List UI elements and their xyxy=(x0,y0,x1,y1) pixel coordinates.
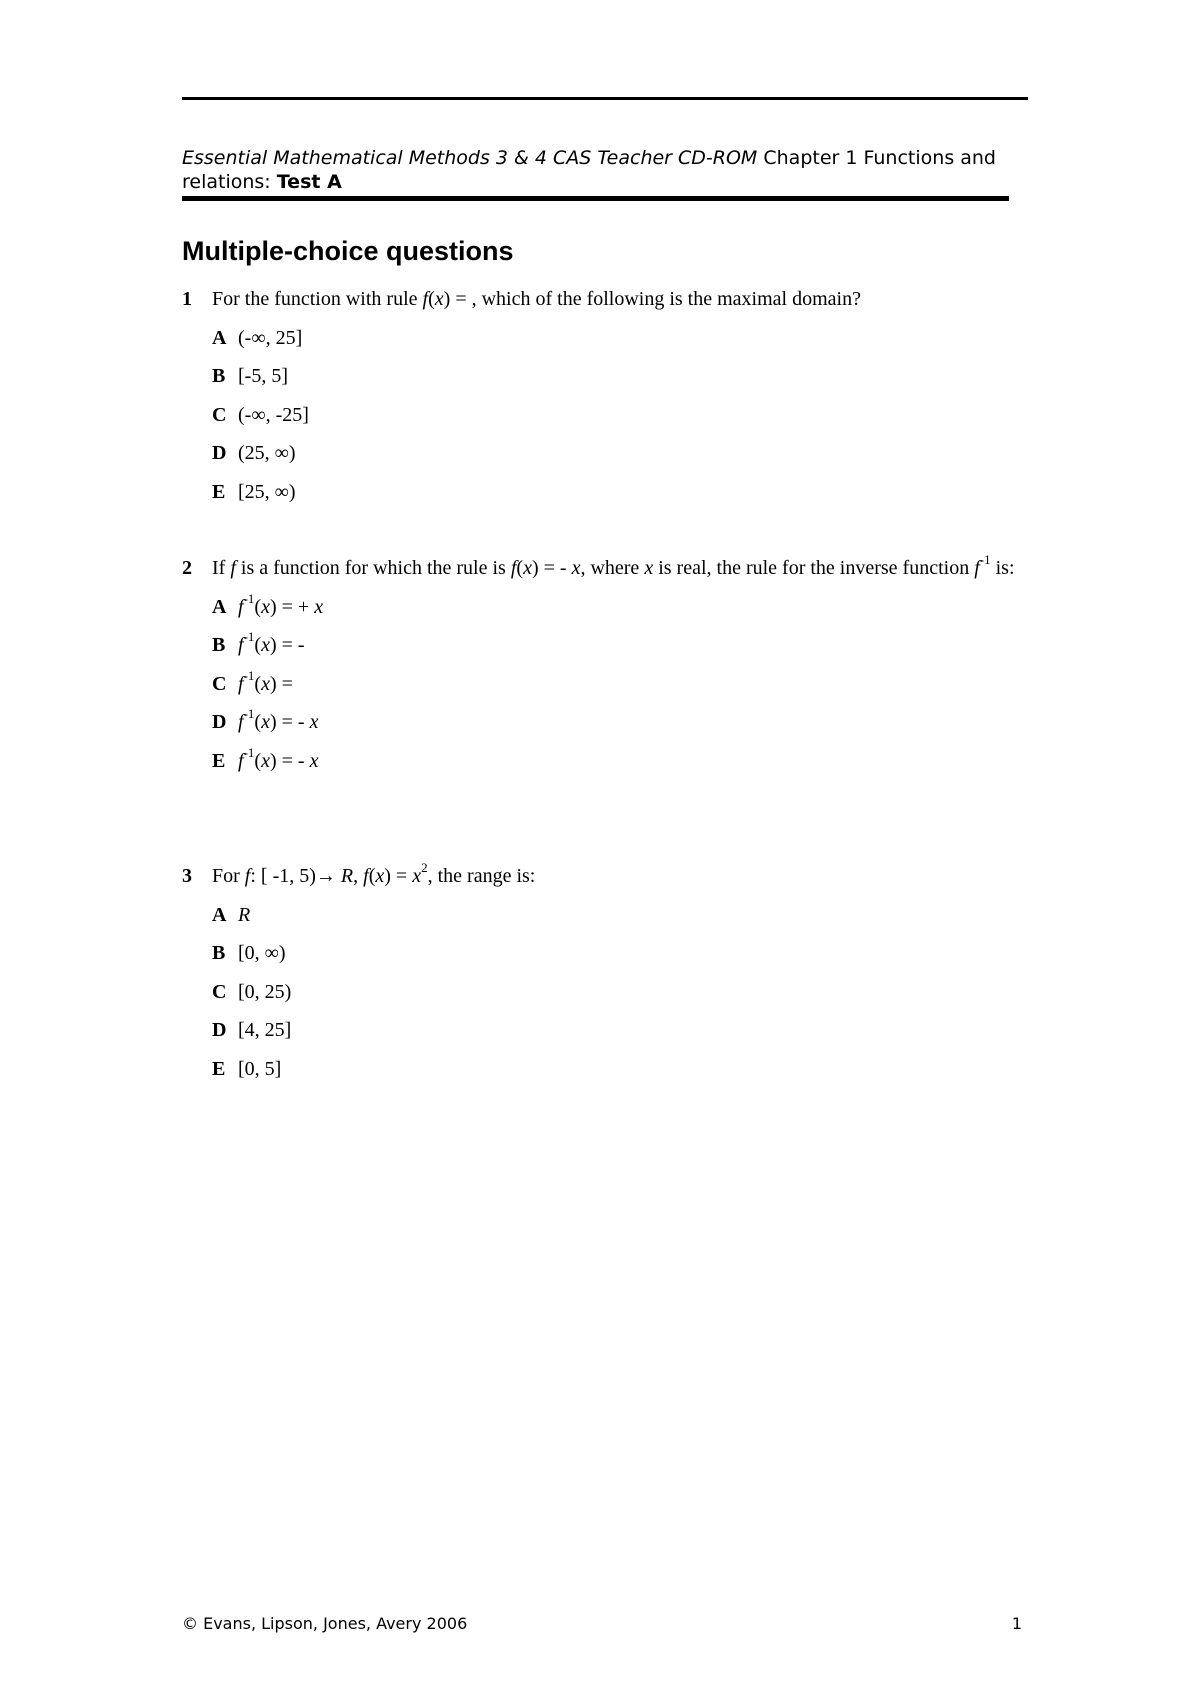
question-stem: 1 For the function with rule f(x) = , which of the following is the maximal domain? xyxy=(182,280,1032,319)
option-b: B $f^{-1}(x)$ = - xyxy=(212,629,305,656)
options-list xyxy=(182,319,1032,512)
option-c: C [0, 25) xyxy=(212,980,292,1003)
option-c: C $f^{-1}(x)$ = xyxy=(212,667,293,695)
page-number: 1 xyxy=(1011,1614,1022,1633)
copyright-notice: © Evans, Lipson, Jones, Avery 2006 xyxy=(182,1614,468,1633)
page-footer xyxy=(182,1614,1022,1634)
option-c: C (-∞, -25] xyxy=(212,403,309,426)
question-stem: 3 For f: [ -1, 5)→ R, $f(x) = x^2$, the range is: xyxy=(182,857,1032,896)
section-title: Multiple-choice questions xyxy=(182,236,514,266)
option-a: A $f^{-1}(x)$ = + x xyxy=(212,590,324,618)
question-number: 1 xyxy=(182,288,192,310)
question-stem: 2 If f is a function for which the rule is f(x) = - x, where x is real, the rule for the inverse function $f^{-1}$ is: xyxy=(182,549,1032,588)
question-2 xyxy=(182,549,1032,780)
book-title: Essential Mathematical Methods 3 & 4 CAS Teacher CD-ROM xyxy=(182,147,758,169)
top-rule xyxy=(182,97,1028,100)
option-d: D (25, ∞) xyxy=(212,442,296,464)
option-b: B [-5, 5] xyxy=(212,365,288,387)
page-header xyxy=(182,146,1022,194)
option-a: A R xyxy=(212,903,251,926)
test-label: Test A xyxy=(276,171,342,193)
header-rule xyxy=(182,196,1009,201)
chapter-title: Chapter 1 Functions and relations: xyxy=(182,147,996,193)
option-e: E [0, 5] xyxy=(212,1057,282,1080)
option-d: D $f^{-1}(x)$ = - x xyxy=(212,706,319,733)
option-e: E [25, ∞) xyxy=(212,480,296,503)
option-b: B [0, ∞) xyxy=(212,942,286,964)
options-list xyxy=(182,588,1032,781)
question-number: 2 xyxy=(182,557,192,579)
options-list xyxy=(182,896,1032,1089)
question-3 xyxy=(182,857,1032,1088)
question-1 xyxy=(182,280,1032,511)
option-e: E $f^{-1}(x)$ = - x xyxy=(212,744,319,772)
option-a: A (-∞, 25] xyxy=(212,326,303,349)
question-number: 3 xyxy=(182,865,192,887)
option-d: D [4, 25] xyxy=(212,1019,292,1041)
